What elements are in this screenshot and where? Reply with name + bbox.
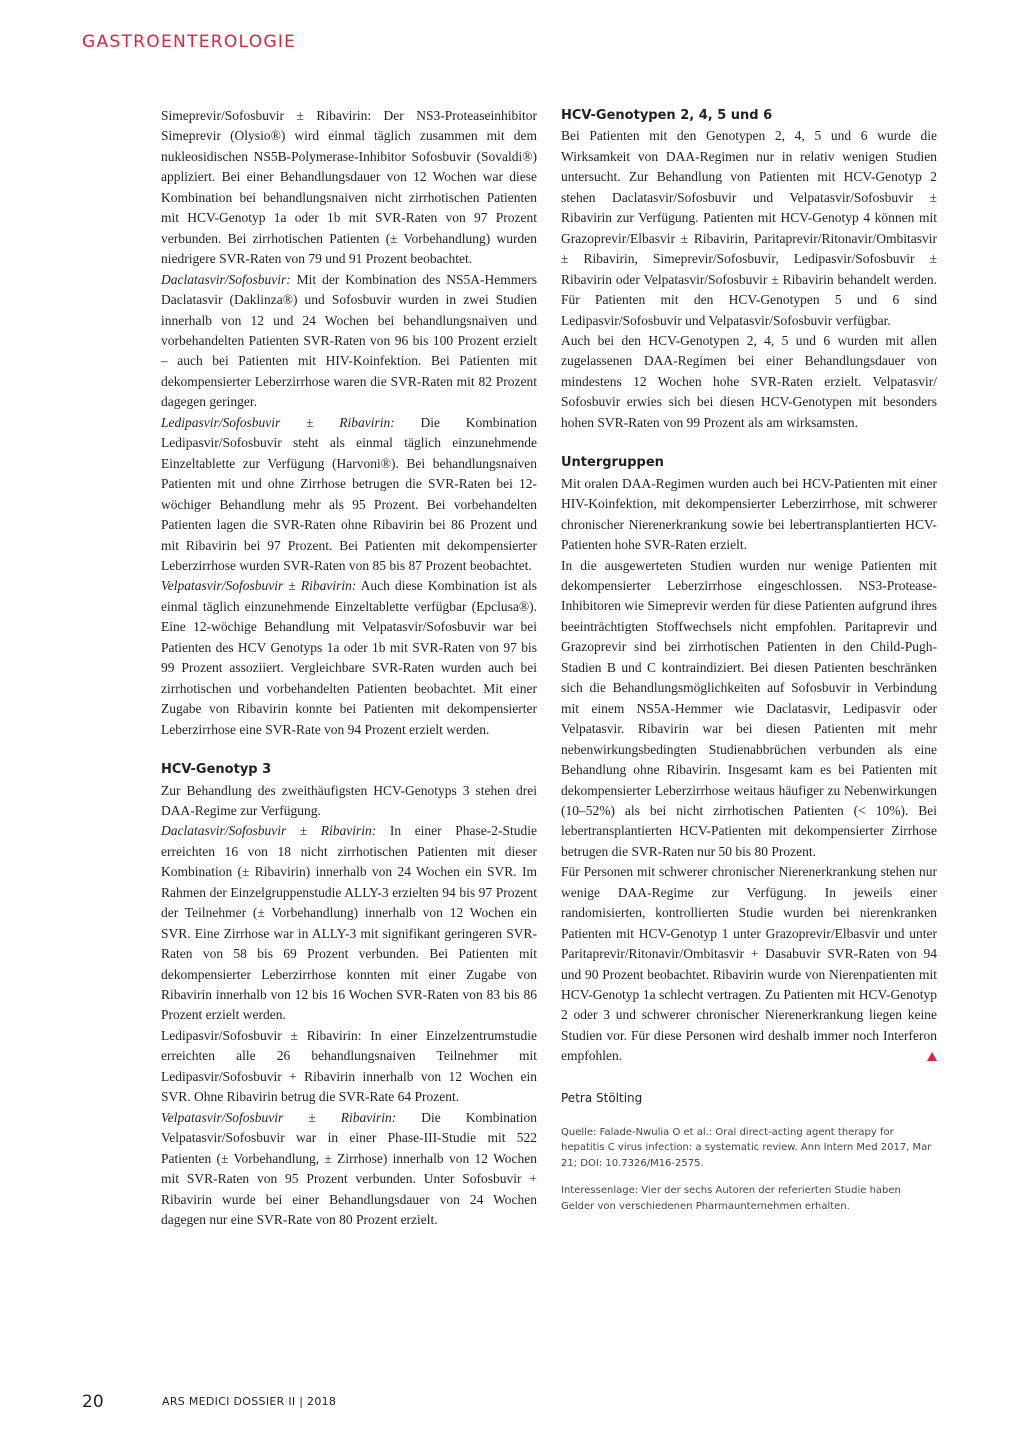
- paragraph-text: Die Kombination Velpatasvir/Sofosbuvir war in einer Phase-III-Studie mit 522 Patienten (± Vorbehandlung, ± Zirrhose) innerhalb von 12 Wochen mit SVR-Raten von 95 Prozent verbunden. Unter Sofosbuvir + Ribavirin wurde bei einer Behandlungsdauer von 24 Wochen dagegen nur eine SVR-Rate von 80 Prozent erzielt.: [161, 1109, 537, 1228]
- left-column: [161, 106, 537, 1230]
- section-gap: [161, 740, 537, 760]
- paragraph-text: Auch diese Kombination ist als einmal täglich einzunehmende Einzeltablette verfügbar (Epclusa®). Eine 12-wöchige Behandlung mit Velpatasvir/Sofosbuvir war bei Patienten des HCV Genotyps 1a oder 1b mit SVR-Raten von 97 bis 99 Prozent assoziiert. Vergleichbare SVR-Raten wurden auch bei zirrhotischen und vorbehandelten Patienten beobachtet. Mit einer Zugabe von Ribavirin konnte bei Patienten mit dekompensierter Leberzirrhose eine SVR-Rate von 94 Prozent erzielt werden.: [161, 578, 537, 737]
- body-paragraph: [161, 106, 537, 270]
- paragraph-text: Mit oralen DAA-Regimen wurden auch bei HCV-Patienten mit einer HIV-Koinfektion, mit dekompensierter Leberzirrhose, mit schwerer chronischer Nierenerkrankung sowie bei lebertransplantierten HCV-Patienten hohe SVR-Raten erzielt.: [561, 475, 937, 553]
- body-paragraph: [161, 781, 537, 822]
- body-paragraph: [161, 270, 537, 413]
- section-title: GASTROENTEROLOGIE: [82, 32, 297, 52]
- paragraph-text: Die Kombination Ledipasvir/Sofosbuvir steht als einmal täglich einzunehmende Einzeltablette zur Verfügung (Harvoni®). Bei behandlungsnaiven Patienten mit und ohne Zirrhose betrugen die SVR-Raten bei 12-wöchiger Behandlung mehr als 95 Prozent. Bei vorbehandelten Patienten lagen die SVR-Raten ohne Ribavirin bei 86 Prozent und mit Ribavirin bei 97 Prozent. Bei Patienten mit dekompensierter Leberzirrhose wurden SVR-Raten von 85 bis 87 Prozent beobachtet.: [161, 414, 537, 573]
- drug-combination-lead: Ledipasvir/Sofosbuvir ± Ribavirin:: [161, 414, 395, 430]
- paragraph-text: Auch bei den HCV-Genotypen 2, 4, 5 und 6 wurden mit allen zugelassenen DAA-Regimen bei einer Behandlungsdauer von mindestens 12 Wochen hohe SVR-Raten erzielt. Velpatasvir/ Sofosbuvir erwies sich bei diesen HCV-Genotypen mit besonders hohen SVR-Raten von 99 Prozent als am wirksamsten.: [561, 332, 937, 430]
- paragraph-text: Ledipasvir/Sofosbuvir ± Ribavirin: In einer Einzelzentrumstudie erreichten alle 26 behandlungsnaiven Teilnehmer mit Ledipasvir/Sofosbuvir + Ribavirin innerhalb von 12 Wochen ein SVR. Ohne Ribavirin betrug die SVR-Rate 64 Prozent.: [161, 1027, 537, 1105]
- drug-combination-lead: Daclatasvir/Sofosbuvir ± Ribavirin:: [161, 823, 377, 839]
- paragraph-text: Simeprevir/Sofosbuvir ± Ribavirin: Der NS3-Proteaseinhibitor Simeprevir (Olysio®) wird einmal täglich zusammen mit dem nukleosidischen NS5B-Polymerase-Inhibitor Sofosbuvir (Sovaldi®) appliziert. Bei einer Behandlungsdauer von 12 Wochen war diese Kombination bei behandlungsnaiven nicht zirrhotischen Patienten mit HCV-Genotyp 1a oder 1b mit SVR-Raten von 97 Prozent verbunden. Bei zirrhotischen Patienten (± Vorbehandlung) wurden niedrigere SVR-Raten von 79 und 91 Prozent beobachtet.: [161, 108, 537, 267]
- source-note: Quelle: Falade-Nwulia O et al.: Oral direct-acting agent therapy for hepatitis C virus infection: a systematic review. Ann Intern Med 2017, Mar 21; DOI: 10.7326/M16-2575.: [561, 1126, 932, 1169]
- page-number: 20: [82, 1392, 104, 1412]
- drug-combination-lead: Velpatasvir/Sofosbuvir ± Ribavirin:: [161, 1109, 397, 1125]
- paragraph-text: In einer Phase-2-Studie erreichten 16 von 18 nicht zirrhotischen Patienten mit dieser Kombination (± Ribavirin) innerhalb von 24 Wochen ein SVR. Im Rahmen der Einzelgruppenstudie ALLY-3 erzielten 94 bis 97 Prozent der Teilnehmer (± Vorbehandlung) innerhalb von 12 Wochen ein SVR. Eine Zirrhose war in ALLY-3 mit signifikant geringeren SVR-Raten von 58 bis 69 Prozent verbunden. Bei Patienten mit dekompensierter Leberzirrhose konnten mit einer Zugabe von Ribavirin innerhalb von 12 bis 16 Wochen SVR-Raten von 83 bis 86 Prozent erzielt werden.: [161, 823, 537, 1023]
- conflict-of-interest-note: Interessenlage: Vier der sechs Autoren der referierten Studie haben Gelder von verschiedenen Pharmaunternehmen erhalten.: [561, 1185, 901, 1212]
- drug-combination-lead: Velpatasvir/Sofosbuvir ± Ribavirin:: [161, 578, 357, 594]
- paragraph-text: Für Personen mit schwerer chronischer Nierenerkrankung stehen nur wenige DAA-Regime zur Verfügung. In jeweils einer randomisierten, kontrollierten Studie wurden bei nierenkranken Patienten mit HCV-Genotyp 1 unter Grazoprevir/Elbasvir und unter Paritaprevir/Ritonavir/Ombitasvir + Dasabuvir SVR-Raten von 94 und 90 Prozent beobachtet. Ribavirin wurde von Nierenpatienten mit HCV-Genotyp 1a schlecht vertragen. Zu Patienten mit HCV-Genotyp 2 oder 3 und schwerer chronischer Nierenerkrankung liegen keine Studien vor. Für diese Personen wird deshalb immer noch Interferon empfohlen.: [561, 864, 937, 1064]
- paragraph-text: In die ausgewerteten Studien wurden nur wenige Patienten mit dekompensierter Leberzirrhose eingeschlossen. NS3-Protease-Inhibitoren wie Simeprevir werden für diese Patienten aufgrund ihres beeinträchtigten Stoffwechsels nicht empfohlen. Paritaprevir und Grazoprevir sind bei zirrhotischen Patienten in den Child-Pugh-Stadien B und C kontraindiziert. Bei diesen Patienten beschränken sich die Behandlungsmöglichkeiten auf Sofosbuvir in Verbindung mit einem NS5A-Hemmer wie Daclatasvir, Ledipasvir oder Velpatasvir. Ribavirin war bei diesen Patienten mit mehr nebenwirkungsbedingten Studienabbrüchen verbunden als eine Behandlung ohne Ribavirin. Insgesamt kam es bei Patienten mit dekompensierter Leberzirrhose weitaus häufiger zu Nebenwirkungen (10–52%) als bei nicht zirrhotischen Patienten (< 10%). Bei lebertransplantierten HCV-Patienten mit dekompensierter Zirrhose betrugen die SVR-Raten nur 50 bis 80 Prozent.: [561, 557, 937, 859]
- body-paragraph: [161, 413, 537, 577]
- paragraph-text: Zur Behandlung des zweithäufigsten HCV-Genotyps 3 stehen drei DAA-Regime zur Verfügung.: [161, 782, 537, 818]
- right-column-body: [561, 106, 937, 1067]
- author-name: Petra Stölting: [561, 1090, 643, 1105]
- section-heading: Untergruppen: [561, 455, 664, 471]
- drug-combination-lead: Daclatasvir/Sofosbuvir:: [161, 271, 291, 287]
- body-paragraph: [161, 1108, 537, 1231]
- body-paragraph: [561, 474, 937, 556]
- magazine-issue: ARS MEDICI DOSSIER II | 2018: [162, 1395, 337, 1408]
- body-paragraph: [561, 862, 937, 1067]
- body-paragraph: [561, 331, 937, 433]
- right-column: [561, 106, 937, 1214]
- body-paragraph: [561, 556, 937, 863]
- body-paragraph: [561, 126, 937, 331]
- section-gap: [561, 433, 937, 453]
- paragraph-text: Mit der Kombination des NS5A-Hemmers Daclatasvir (Daklinza®) und Sofosbuvir wurden in zwei Studien innerhalb von 12 und 24 Wochen bei behandlungsnaiven und vorbehandelten Patienten SVR-Raten von 96 bis 100 Prozent erzielt – auch bei Patienten mit HIV-Koinfektion. Bei Patienten mit dekompensierter Leberzirrhose waren die SVR-Raten mit 82 Prozent dagegen geringer.: [161, 271, 537, 410]
- body-paragraph: [161, 576, 537, 740]
- article-end-triangle-icon: [927, 1052, 937, 1061]
- page-footer: [82, 1392, 337, 1412]
- section-heading: HCV-Genotyp 3: [161, 762, 272, 778]
- section-heading: HCV-Genotypen 2, 4, 5 und 6: [561, 108, 773, 123]
- body-paragraph: [161, 821, 537, 1026]
- body-paragraph: [161, 1026, 537, 1108]
- paragraph-text: Bei Patienten mit den Genotypen 2, 4, 5 und 6 wurde die Wirksamkeit von DAA-Regimen nur in relativ wenigen Studien untersucht. Zur Behandlung von Patienten mit HCV-Genotyp 2 stehen Daclatasvir/Sofosbuvir und Velpatasvir/Sofosbuvir ± Ribavirin zur Verfügung. Patienten mit HCV-Genotyp 4 können mit Grazoprevir/Elbasvir ± Ribavirin, Paritaprevir/Ritonavir/Ombitasvir ± Ribavirin, Simeprevir/Sofosbuvir, Ledipasvir/Sofosbuvir ± Ribavirin oder Velpatasvir/Sofosbuvir ± Ribavirin behandelt werden. Für Patienten mit den HCV-Genotypen 5 und 6 sind Ledipasvir/Sofosbuvir und Velpatasvir/Sofosbuvir verfügbar.: [561, 128, 937, 328]
